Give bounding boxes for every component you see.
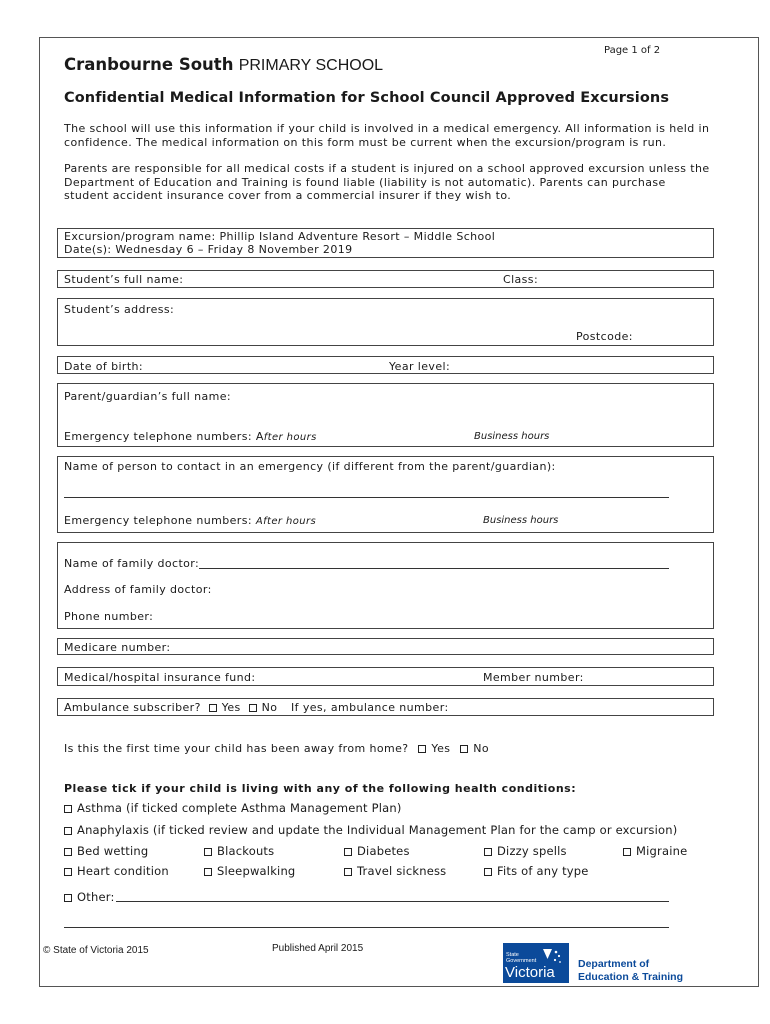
victoria-logo [503,943,569,983]
fits-label: Fits of any type [497,864,589,878]
copyright: © State of Victoria 2015 [43,945,149,956]
blackouts-checkbox[interactable] [204,848,212,856]
business-hours2-label: Business hours [483,515,559,526]
heart-condition-label: Heart condition [77,864,169,878]
published-date: Published April 2015 [272,943,364,954]
anaphylaxis-checkbox[interactable] [64,827,72,835]
diabetes-checkbox[interactable] [344,848,352,856]
dob-field[interactable] [57,356,714,374]
condition-travel-sickness [344,864,446,878]
medicare-label: Medicare number: [64,641,171,654]
business-hours-label: Business hours [474,431,550,442]
sleepwalking-label: Sleepwalking [217,864,296,878]
school-name [64,55,383,75]
diabetes-label: Diabetes [357,844,410,858]
other-line-1[interactable] [116,901,669,902]
phone-label: Phone number: [64,610,154,623]
contact-name-label: Name of person to contact in an emergency (if different from the parent/guardian): [64,460,556,473]
emergency-phone-label [64,430,317,443]
class-label: Class: [503,273,539,286]
contact-name-line[interactable] [64,497,669,498]
ambulance-yes-label: Yes [221,701,241,714]
away-question: Is this the first time your child has been away from home? [64,742,409,755]
condition-heart [64,864,169,878]
other-label: Other: [77,890,115,904]
emergency-phone2-label [64,514,316,527]
family-doctor-line[interactable] [199,568,669,569]
fits-checkbox[interactable] [484,868,492,876]
page-number: Page 1 of 2 [604,45,661,56]
dob-label: Date of birth: [64,360,144,373]
bed-wetting-label: Bed wetting [77,844,149,858]
family-doctor-label: Name of family doctor: [64,557,200,570]
intro-text-1b: confidence. The medical information on this form must be current when the excursion/program is run. [64,136,667,149]
form-title: Confidential Medical Information for School Council Approved Excursions [64,90,670,106]
intro-text-1a: The school will use this information if your child is involved in a medical emergency. All information is held in [64,122,710,135]
ambulance-yes-checkbox[interactable] [209,704,217,712]
ambulance-no-checkbox[interactable] [249,704,257,712]
condition-other [64,890,115,904]
after-hours-label: fter hours [263,432,317,443]
blackouts-label: Blackouts [217,844,275,858]
asthma-checkbox[interactable] [64,805,72,813]
intro-text-2a: Parents are responsible for all medical costs if a student is injured on a school approved excursion unless the [64,162,710,175]
year-level-label: Year level: [389,360,451,373]
ambulance-row [64,701,277,714]
migraine-label: Migraine [636,844,688,858]
ambulance-number-label: If yes, ambulance number: [291,701,449,714]
insurance-label: Medical/hospital insurance fund: [64,671,256,684]
ambulance-no-label: No [261,701,278,714]
travel-sickness-label: Travel sickness [357,864,447,878]
logo-victoria: Victoria [505,964,555,981]
condition-dizzy-spells [484,844,567,858]
condition-sleepwalking [204,864,295,878]
emergency-phone-text: Emergency telephone numbers: A [64,430,264,443]
away-yes-label: Yes [431,742,451,755]
intro-text-2b: Department of Education and Training is found liable (liability is not automatic). Parents can purchase [64,176,666,189]
other-checkbox[interactable] [64,894,72,902]
condition-fits [484,864,589,878]
ambulance-label: Ambulance subscriber? [64,701,201,714]
school-name-rest: PRIMARY SCHOOL [238,57,384,74]
intro-text-2c: student accident insurance cover from a commercial insurer if they wish to. [64,189,512,202]
sleepwalking-checkbox[interactable] [204,868,212,876]
asthma-label: Asthma (if ticked complete Asthma Management Plan) [77,801,402,815]
emergency-phone2-text: Emergency telephone numbers: [64,514,252,527]
away-yes-checkbox[interactable] [418,745,426,753]
dept-line-2: Education & Training [578,971,684,983]
excursion-name: Excursion/program name: Phillip Island Adventure Resort – Middle School [64,230,496,243]
school-name-bold: Cranbourne South [64,55,234,74]
dizzy-spells-checkbox[interactable] [484,848,492,856]
condition-asthma [64,801,402,815]
logo-government: Government [506,958,537,964]
heart-condition-checkbox[interactable] [64,868,72,876]
dizzy-spells-label: Dizzy spells [497,844,567,858]
other-line-2[interactable] [64,927,669,928]
condition-blackouts [204,844,274,858]
condition-diabetes [344,844,410,858]
away-row [64,742,489,755]
student-name-label: Student’s full name: [64,273,184,286]
bed-wetting-checkbox[interactable] [64,848,72,856]
condition-migraine [623,844,687,858]
member-number-label: Member number: [483,671,584,684]
travel-sickness-checkbox[interactable] [344,868,352,876]
condition-anaphylaxis [64,823,677,837]
postcode-label: Postcode: [576,330,633,343]
away-no-checkbox[interactable] [460,745,468,753]
doctor-address-label: Address of family doctor: [64,583,212,596]
away-no-label: No [473,742,490,755]
migraine-checkbox[interactable] [623,848,631,856]
condition-bed-wetting [64,844,148,858]
parent-name-label: Parent/guardian’s full name: [64,390,231,403]
conditions-heading: Please tick if your child is living with any of the following health conditions: [64,782,577,795]
anaphylaxis-label: Anaphylaxis (if ticked review and update the Individual Management Plan for the camp or excursion) [77,823,678,837]
logo-state: State [506,952,519,958]
excursion-dates: Date(s): Wednesday 6 – Friday 8 November 2019 [64,243,353,256]
dept-line-1: Department of [578,958,650,970]
after-hours2-label: After hours [255,516,317,527]
address-label: Student’s address: [64,303,175,316]
